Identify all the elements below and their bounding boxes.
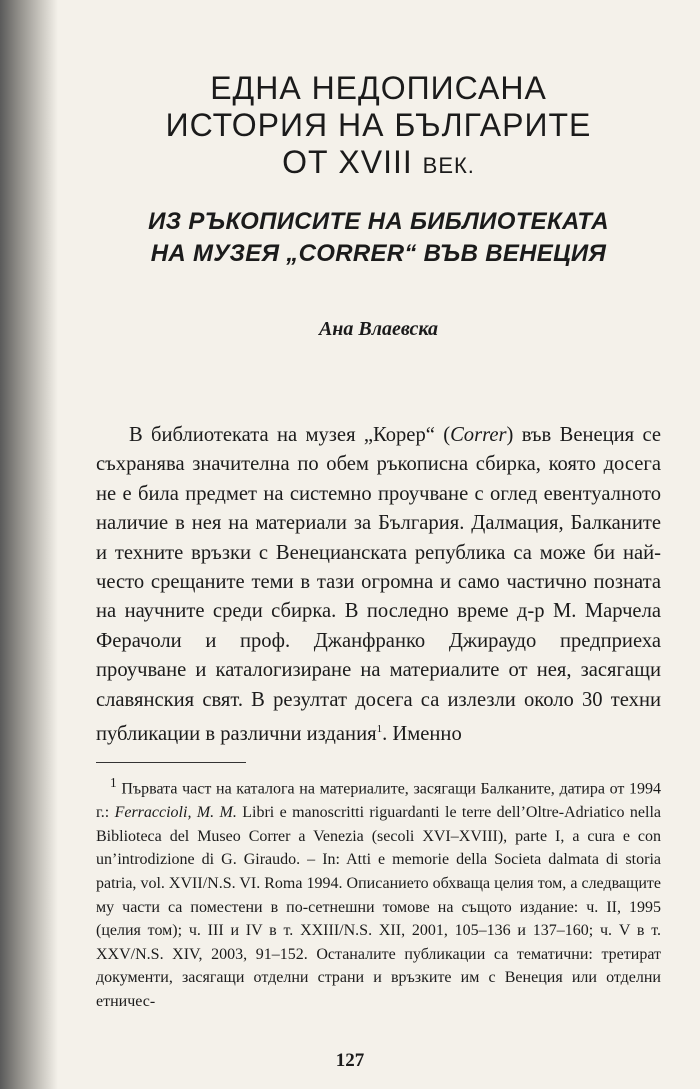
article-subtitle: [96, 206, 661, 270]
article-title: [96, 70, 661, 184]
footnote-author-italic: Ferraccioli, M. M.: [114, 804, 237, 822]
body-paragraph: [96, 421, 661, 749]
book-spine-shadow: [0, 0, 58, 1089]
footnote-number: 1: [110, 775, 117, 791]
title-line-1: ЕДНА НЕДОПИСАНА: [210, 70, 547, 106]
footnote: [96, 771, 661, 1013]
body-text-1: В библиотеката на музея „Корер“ (: [129, 424, 451, 446]
footnote-divider: [96, 762, 246, 763]
title-line-3a: ОТ XVIII: [282, 144, 413, 180]
page-content: [96, 70, 661, 1014]
footnote-text-1: Първата част на каталога на материалите, засягащи Балканите, датира от 1994 г.:: [96, 780, 661, 822]
subtitle-line-1: ИЗ РЪКОПИСИТЕ НА БИБЛИОТЕКАТА: [148, 208, 609, 235]
title-line-2: ИСТОРИЯ НА БЪЛГАРИТЕ: [165, 107, 592, 143]
footnote-text-2: Libri e manoscritti riguardanti le terre dell’Oltre-Adriatico nella Biblioteca del Museo Correr a Venezia (secoli XVI–XVIII), parte I, a cura e con un’introdizione di G. Giraudo. – In: Atti e memorie della Societa dalmata di storia patria, vol. XVII/N.S. VI. Roma 1994. Описанието обхваща целия том, а следващите му части са поместени в по-сетнешни томове на същото издание: ч. II, 1995 (целия том); ч. III и IV в т. XXIII/N.S. XII, 2001, 105–136 и 137–160; ч. V в т. XXV/N.S. XIV, 2003, 91–152. Останалите публикации са тематични: третират документи, засягащи отделни страни и връзките им с Венеция или отделни етничес-: [96, 804, 662, 1010]
footnote-reference: 1: [376, 723, 383, 736]
body-text-3: . Именно: [382, 722, 462, 745]
body-text-2: ) във Венеция се съхранява значителна по обем ръкописна сбирка, която досега не е била предмет на системно проучване с оглед евентуалното наличие в нея на материали за България. Далмация, Балканите и техните връзки с Венецианската република са може би най-често срещаните теми в тази огромна и само частично позната на научните среди сбирка. В последно време д-р М. Марчела Ферачоли и проф. Джанфранко Джираудо предприеха проучване и каталогизиране на материалите от нея, засягащи славянския свят. В резултат досега са излезли около 30 техни публикации в различни издания: [96, 424, 661, 745]
page-number: 127: [335, 1050, 365, 1071]
subtitle-line-2: НА МУЗЕЯ „CORRER“ ВЪВ ВЕНЕЦИЯ: [150, 240, 607, 267]
title-line-3b: ВЕК.: [422, 153, 475, 178]
author-name: Ана Влаевска: [318, 318, 439, 340]
body-italic-correr: Correr: [450, 424, 507, 446]
